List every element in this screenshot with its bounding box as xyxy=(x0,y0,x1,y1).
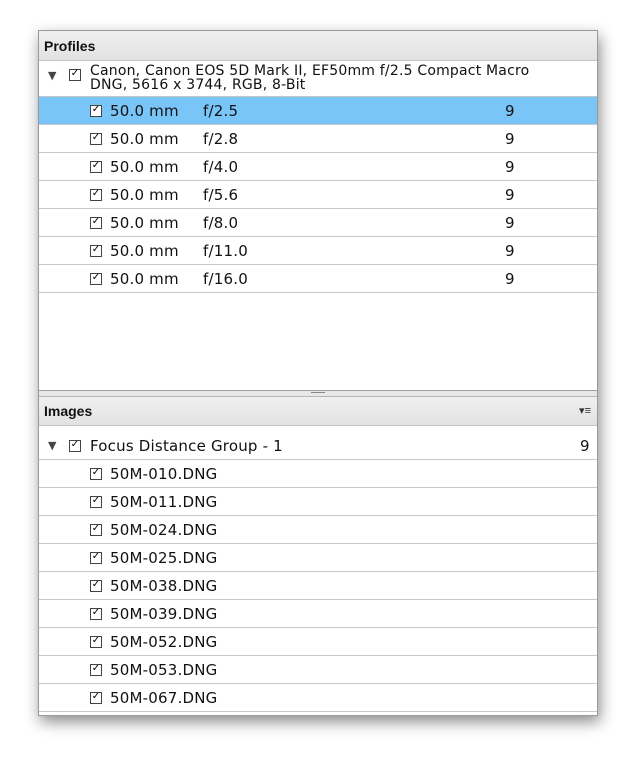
image-group-checkbox[interactable] xyxy=(69,440,81,452)
profile-row-checkbox[interactable] xyxy=(90,105,102,117)
profile-group-row[interactable] xyxy=(39,61,597,97)
focal-length: 50.0 mm xyxy=(110,185,179,204)
image-group-label: Focus Distance Group - 1 xyxy=(90,436,283,455)
image-count: 9 xyxy=(505,241,515,260)
focal-length: 50.0 mm xyxy=(110,129,179,148)
image-row-checkbox[interactable] xyxy=(90,552,102,564)
image-filename: 50M-038.DNG xyxy=(110,576,218,595)
image-row-checkbox[interactable] xyxy=(90,580,102,592)
profile-group-text xyxy=(90,64,529,92)
profile-row[interactable] xyxy=(39,209,597,237)
image-row[interactable] xyxy=(39,600,597,628)
image-row[interactable] xyxy=(39,572,597,600)
image-group-row[interactable] xyxy=(39,432,597,460)
focal-length: 50.0 mm xyxy=(110,101,179,120)
focal-length: 50.0 mm xyxy=(110,213,179,232)
profile-row-checkbox[interactable] xyxy=(90,273,102,285)
panel-menu-icon[interactable]: ▾≡ xyxy=(579,405,591,417)
image-filename: 50M-025.DNG xyxy=(110,548,218,567)
image-row-checkbox[interactable] xyxy=(90,468,102,480)
focal-length: 50.0 mm xyxy=(110,157,179,176)
image-filename: 50M-052.DNG xyxy=(110,632,218,651)
image-filename: 50M-024.DNG xyxy=(110,520,218,539)
aperture: f/2.5 xyxy=(203,101,239,120)
images-header-label: Images xyxy=(44,403,93,419)
image-row[interactable] xyxy=(39,656,597,684)
image-row[interactable] xyxy=(39,488,597,516)
image-count: 9 xyxy=(505,213,515,232)
image-row-checkbox[interactable] xyxy=(90,496,102,508)
focal-length: 50.0 mm xyxy=(110,269,179,288)
profile-row[interactable] xyxy=(39,265,597,293)
aperture: f/4.0 xyxy=(203,157,239,176)
image-row-checkbox[interactable] xyxy=(90,608,102,620)
profile-row-checkbox[interactable] xyxy=(90,245,102,257)
image-row[interactable] xyxy=(39,628,597,656)
image-row[interactable] xyxy=(39,684,597,712)
aperture: f/16.0 xyxy=(203,269,248,288)
lens-profile-window xyxy=(38,30,598,716)
image-filename: 50M-011.DNG xyxy=(110,492,218,511)
profile-row-checkbox[interactable] xyxy=(90,161,102,173)
image-filename: 50M-039.DNG xyxy=(110,604,218,623)
image-row[interactable] xyxy=(39,460,597,488)
image-count: 9 xyxy=(505,185,515,204)
image-count: 9 xyxy=(505,129,515,148)
aperture: f/8.0 xyxy=(203,213,239,232)
aperture: f/11.0 xyxy=(203,241,248,260)
profile-row-checkbox[interactable] xyxy=(90,189,102,201)
image-row-checkbox[interactable] xyxy=(90,664,102,676)
image-row[interactable] xyxy=(39,544,597,572)
image-filename: 50M-053.DNG xyxy=(110,660,218,679)
profile-row[interactable] xyxy=(39,125,597,153)
image-filename: 50M-067.DNG xyxy=(110,688,218,707)
image-count: 9 xyxy=(505,101,515,120)
aperture: f/5.6 xyxy=(203,185,239,204)
profiles-header-label: Profiles xyxy=(44,37,96,54)
aperture: f/2.8 xyxy=(203,129,239,148)
focal-length: 50.0 mm xyxy=(110,241,179,260)
image-count: 9 xyxy=(505,269,515,288)
image-group-count: 9 xyxy=(580,436,590,455)
disclosure-triangle-icon[interactable]: ▼ xyxy=(48,439,57,452)
image-count: 9 xyxy=(505,157,515,176)
profile-group-checkbox[interactable] xyxy=(69,69,81,81)
disclosure-triangle-icon[interactable]: ▼ xyxy=(48,69,57,82)
profile-group-line1: Canon, Canon EOS 5D Mark II, EF50mm f/2.5 Compact Macro xyxy=(90,63,530,79)
profile-row[interactable] xyxy=(39,97,597,125)
profiles-header xyxy=(39,31,597,61)
profile-row[interactable] xyxy=(39,237,597,265)
image-row-checkbox[interactable] xyxy=(90,692,102,704)
image-filename: 50M-010.DNG xyxy=(110,464,218,483)
profile-row-checkbox[interactable] xyxy=(90,133,102,145)
profile-row[interactable] xyxy=(39,181,597,209)
profile-row[interactable] xyxy=(39,153,597,181)
image-row-checkbox[interactable] xyxy=(90,524,102,536)
image-row[interactable] xyxy=(39,516,597,544)
image-row-checkbox[interactable] xyxy=(90,636,102,648)
profile-row-checkbox[interactable] xyxy=(90,217,102,229)
images-header xyxy=(39,396,597,426)
profile-group-line2: DNG, 5616 x 3744, RGB, 8-Bit xyxy=(90,77,306,93)
